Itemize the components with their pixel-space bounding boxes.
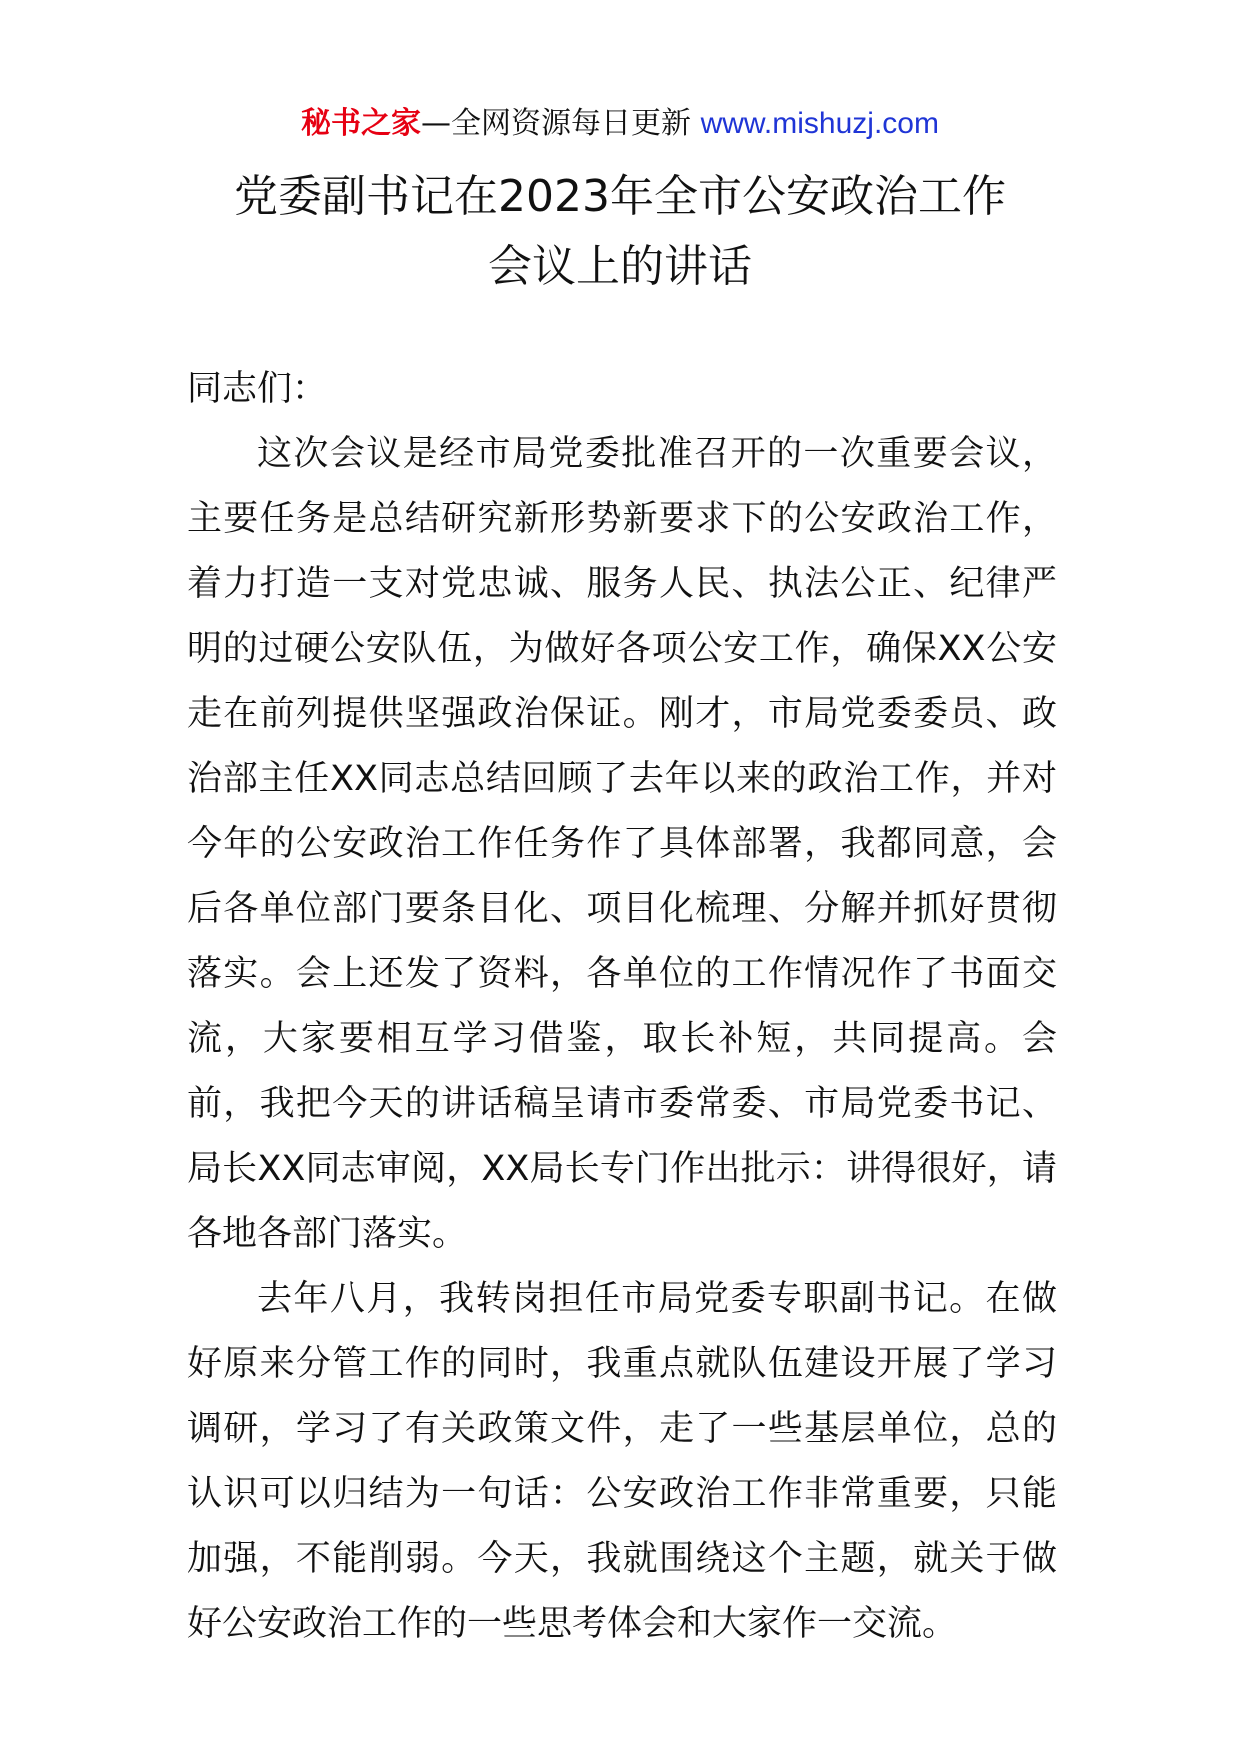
title-line-2: 会议上的讲话: [488, 241, 752, 292]
salutation: 同志们：: [187, 369, 328, 409]
site-tagline: —全网资源每日更新: [421, 106, 692, 141]
document-title: [150, 162, 1090, 302]
document-body: [187, 357, 1057, 1657]
site-brand: 秘书之家: [301, 106, 422, 141]
site-url-link[interactable]: www.mishuzj.com: [700, 107, 939, 140]
paragraph-1: 这次会议是经市局党委批准召开的一次重要会议，主要任务是总结研究新形势新要求下的公安政治工作，着力打造一支对党忠诚、服务人民、执法公正、纪律严明的过硬公安队伍，为做好各项公安工作，确保XX公安走在前列提供坚强政治保证。刚才，市局党委委员、政治部主任XX同志总结回顾了去年以来的政治工作，并对今年的公安政治工作任务作了具体部署，我都同意，会后各单位部门要条目化、项目化梳理、分解并抓好贯彻落实。会上还发了资料，各单位的工作情况作了书面交流，大家要相互学习借鉴，取长补短，共同提高。会前，我把今天的讲话稿呈请市委常委、市局党委书记、局长XX同志审阅，XX局长专门作出批示：讲得很好，请各地各部门落实。: [187, 434, 1057, 1254]
title-line-1: 党委副书记在2023年全市公安政治工作: [234, 171, 1006, 222]
paragraph-2: 去年八月，我转岗担任市局党委专职副书记。在做好原来分管工作的同时，我重点就队伍建设开展了学习调研，学习了有关政策文件，走了一些基层单位，总的认识可以归结为一句话：公安政治工作非常重要，只能加强，不能削弱。今天，我就围绕这个主题，就关于做好公安政治工作的一些思考体会和大家作一交流。: [187, 1279, 1057, 1644]
site-header: [0, 102, 1240, 146]
